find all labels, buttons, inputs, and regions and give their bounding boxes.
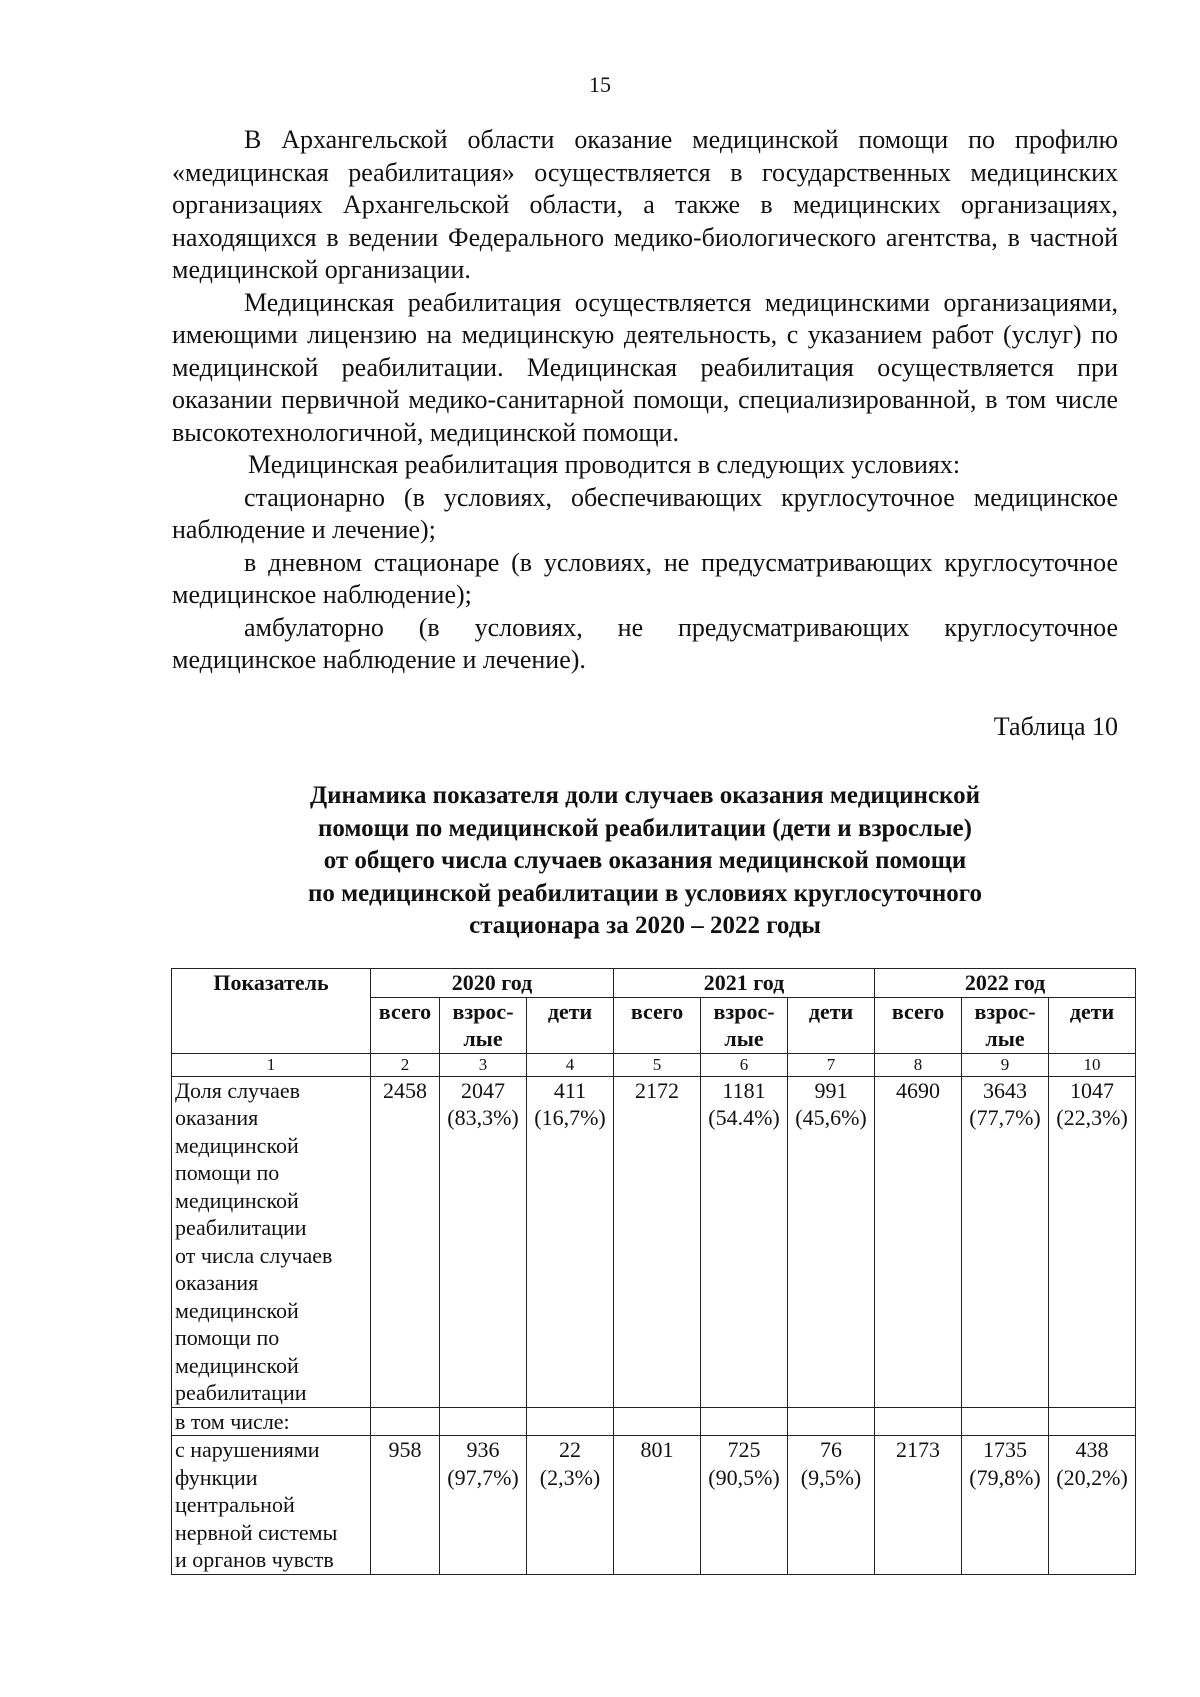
row-label-line: медицинской (175, 1132, 299, 1158)
row-label-line: медицинской (175, 1352, 299, 1378)
value-cell (788, 1407, 875, 1436)
value-cell (614, 1407, 701, 1436)
value-cell (788, 1076, 875, 1407)
header-total: всего (875, 997, 962, 1053)
value-cell (962, 1407, 1049, 1436)
cell-percent: (77,7%) (969, 1105, 1041, 1130)
column-number: 10 (1049, 1053, 1136, 1076)
cell-percent: (22,3%) (1056, 1105, 1128, 1130)
cell-value: 1047 (1070, 1077, 1115, 1103)
cell-value: 958 (388, 1437, 422, 1462)
cell-percent: (20,2%) (1056, 1464, 1128, 1490)
column-number: 3 (440, 1053, 527, 1076)
column-number: 4 (527, 1053, 614, 1076)
header-children: дети (1049, 997, 1136, 1053)
cell-value: 3643 (983, 1077, 1028, 1103)
value-cell (875, 1407, 962, 1436)
cell-percent: (45,6%) (795, 1105, 867, 1130)
row-label-line: в том числе: (175, 1408, 290, 1434)
cell-percent: (97,7%) (447, 1464, 519, 1490)
row-label-line: и органов чувств (175, 1547, 334, 1572)
table-row (172, 1076, 1136, 1407)
row-label-line: помощи по (175, 1160, 280, 1185)
cell-value: 2172 (635, 1077, 680, 1103)
cell-value: 411 (553, 1077, 587, 1103)
row-label-line: нервной системы (175, 1519, 338, 1545)
paragraph-3: Медицинская реабилитация проводится в следующих условиях: (248, 450, 961, 479)
column-number: 5 (614, 1053, 701, 1076)
value-cell (371, 1076, 440, 1407)
value-cell (527, 1407, 614, 1436)
value-cell (371, 1407, 440, 1436)
table-label: Таблица 10 (993, 712, 1118, 741)
cell-value: 801 (640, 1437, 674, 1462)
value-cell (1049, 1407, 1136, 1436)
table-title-line: помощи по медицинской реабилитации (дети и взрослые) (318, 814, 972, 842)
header-total: всего (614, 997, 701, 1053)
value-cell (614, 1436, 701, 1575)
table-title-line: по медицинской реабилитации в условиях круглосуточного (308, 879, 982, 907)
cell-percent: (16,7%) (534, 1105, 606, 1130)
row-label (172, 1407, 371, 1436)
table-body (172, 1053, 1136, 1574)
cell-value: 2047 (461, 1077, 505, 1103)
cell-value: 725 (727, 1437, 761, 1462)
cell-percent: (83,3%) (447, 1105, 519, 1130)
column-number: 6 (701, 1053, 788, 1076)
value-cell (875, 1076, 962, 1407)
paragraph-4: стационарно (в условиях, обеспечивающих круглосуточное медицинское наблюдение и лечение); (172, 482, 1118, 544)
row-label-line: оказания (175, 1105, 259, 1130)
value-cell (440, 1076, 527, 1407)
header-year-2020: 2020 год (371, 969, 614, 998)
page-number: 15 (589, 72, 611, 97)
table-title (172, 780, 1118, 943)
value-cell (614, 1076, 701, 1407)
value-cell (527, 1076, 614, 1407)
paragraph-6: амбулаторно (в условиях, не предусматривающих круглосуточное медицинское наблюдение и лечение). (172, 612, 1118, 674)
value-cell (788, 1436, 875, 1575)
value-cell (527, 1436, 614, 1575)
header-total: всего (371, 997, 440, 1053)
value-cell (701, 1407, 788, 1436)
row-label-line: от числа случаев (175, 1242, 333, 1268)
body-text (172, 124, 1118, 677)
table-title-line: стационара за 2020 – 2022 годы (469, 912, 821, 939)
data-table (171, 968, 1136, 1575)
cell-value: 2173 (896, 1437, 941, 1462)
header-adults: взрос- лые (962, 997, 1049, 1053)
value-cell (962, 1076, 1049, 1407)
row-label-line: функции (175, 1464, 258, 1490)
column-number: 7 (788, 1053, 875, 1076)
column-number: 9 (962, 1053, 1049, 1076)
row-label-line: реабилитации (175, 1215, 307, 1240)
paragraph-1: В Архангельской области оказание медицинской помощи по профилю «медицинская реабилитация» осуществляется в государственных медицинских организациях Архангельской области, а также в медицинских организациях, находящихся в ведении Федерального медико-биологического агентства, в частной медицинской организации. (172, 125, 1118, 284)
column-number-row (172, 1053, 1136, 1076)
header-adults: взрос- лые (701, 997, 788, 1053)
table-title-line: от общего числа случаев оказания медицинской помощи (323, 847, 967, 874)
value-cell (440, 1436, 527, 1575)
cell-value: 1735 (983, 1437, 1028, 1462)
cell-value: 991 (814, 1077, 848, 1103)
cell-percent: (2,3%) (539, 1464, 601, 1490)
value-cell (1049, 1076, 1136, 1407)
table-title-line: Динамика показателя доли случаев оказания медицинской (309, 782, 981, 809)
row-label-line: центральной (175, 1492, 295, 1517)
header-adults: взрос- лые (440, 997, 527, 1053)
row-label (172, 1076, 371, 1407)
paragraph-2: Медицинская реабилитация осуществляется медицинскими организациями, имеющими лицензию на медицинскую деятельность, с указанием работ (услуг) по медицинской реабилитации. Медицинская реабилитация осуществляется при оказании первичной медико-санитарной помощи, специализированной, в том числе высокотехнологичной, медицинской помощи. (172, 287, 1118, 447)
cell-percent: (9,5%) (800, 1464, 862, 1490)
cell-value: 2458 (383, 1077, 427, 1103)
header-children: дети (788, 997, 875, 1053)
cell-percent: (90,5%) (708, 1464, 780, 1490)
row-label-line: помощи по (175, 1325, 280, 1350)
cell-value: 76 (820, 1437, 843, 1462)
cell-value: 4690 (896, 1077, 941, 1103)
cell-value: 22 (559, 1437, 581, 1462)
row-label-line: Доля случаев (175, 1077, 301, 1103)
value-cell (701, 1076, 788, 1407)
value-cell (371, 1436, 440, 1575)
cell-value: 1181 (722, 1077, 766, 1103)
value-cell (440, 1407, 527, 1436)
cell-percent: (54.4%) (708, 1105, 780, 1130)
header-year-2022: 2022 год (875, 969, 1136, 998)
value-cell (701, 1436, 788, 1575)
row-label (172, 1436, 371, 1575)
row-label-line: с нарушениями (175, 1437, 320, 1462)
header-year-2021: 2021 год (614, 969, 875, 998)
table-row (172, 1436, 1136, 1575)
value-cell (875, 1436, 962, 1575)
column-number: 1 (172, 1053, 371, 1076)
column-number: 8 (875, 1053, 962, 1076)
cell-value: 438 (1075, 1437, 1109, 1462)
header-indicator: Показатель (172, 969, 371, 1054)
cell-percent: (79,8%) (969, 1464, 1041, 1490)
header-row-years (172, 969, 1136, 998)
column-number: 2 (371, 1053, 440, 1076)
paragraph-5: в дневном стационаре (в условиях, не предусматривающих круглосуточное медицинское наблюдение); (172, 547, 1118, 609)
header-children: дети (527, 997, 614, 1053)
table-row (172, 1407, 1136, 1436)
row-label-line: реабилитации (175, 1380, 307, 1405)
row-label-line: медицинской (175, 1187, 299, 1213)
cell-value: 936 (466, 1437, 500, 1462)
row-label-line: оказания (175, 1270, 259, 1295)
value-cell (1049, 1436, 1136, 1575)
value-cell (962, 1436, 1049, 1575)
row-label-line: медицинской (175, 1297, 299, 1323)
